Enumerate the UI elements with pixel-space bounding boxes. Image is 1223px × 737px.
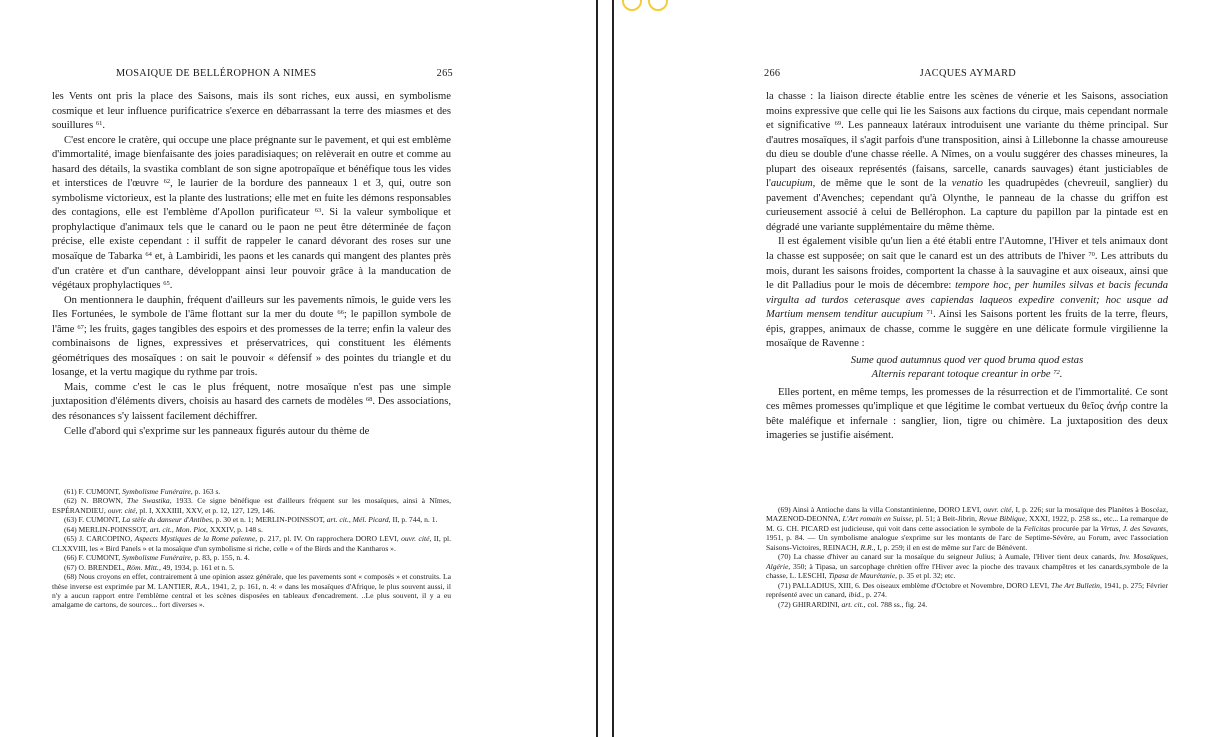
italic-span: La stèle du danseur d'Antibes [122,515,212,525]
paragraph [52,90,451,134]
text-span: et, à Lambiridi, les paons et les canards qui mangent des plantes près d'un cratère et d'un canthare, développant ainsi leur pouvoir grâce à la manducation de végétaux prophylactiques [52,251,452,292]
text-span: . [102,120,106,132]
page-number: 266 [764,68,781,79]
text-span: , 1933. Ce signe bénéfique est d'ailleurs fréquent sur les mosaïques, ainsi à Nîmes, ESPÉRANDIEU, [52,496,451,515]
text-span: . Des associations, des résonances s'y laissent facilement déchiffrer. [52,396,451,423]
italic-span: tempore hoc, per humiles silvas et bacis fecunda virgulta ad turdos ceterasque aves capiendas laqueos expedire convenit; hoc usque ad Martium mensem tenditur aucupium [766,280,1168,321]
footnote-ref: 63 [314,207,322,215]
highlight-circle-icon [648,0,668,11]
text-span: , 49, 1934, p. 161 et n. 5. [158,562,235,572]
text-span: (69) Ainsi à Antioche dans la villa Constantinienne, DORO LEVI, [778,505,984,514]
text-span: . Si la valeur symbolique et prophylactique d'animaux tels que le canard ou le paon ne peut être déterminée de façon précise, elle existe cependant : il suffit de rappeler le canard dévorant des roses sur une mosaïque de Tabarka [52,207,451,263]
italic-span: The Swastika [127,496,170,506]
text-span: , p. 35 et pl. 32; etc. [895,571,956,581]
text-span: (70) La chasse d'hiver au canard sur la mosaïque du seigneur Julius; à Aumale, l'Hiver tient deux canards, [778,552,1120,562]
footnote [766,552,1168,580]
text-span: On mentionnera le dauphin, fréquent d'ailleurs sur les pavements nîmois, le guide vers les Iles Fortunées, le symbole de l'âme flottant sur la mer du doute [52,294,451,321]
italic-span: art. cit., Mél. Picard [326,515,389,525]
italic-span: The Art Bulletin [1051,580,1100,590]
highlight-circle-icon [622,0,642,11]
text-span: , p. 274. [862,590,887,600]
text-span: , 1941, p. 275; Février représenté avec un canard, [766,580,1168,600]
page-header-left [116,68,453,79]
footnote-ref: 68 [365,396,373,404]
text-span: . [169,280,173,292]
footnote [52,563,451,572]
right-page [614,0,1223,737]
left-page [0,0,596,737]
text-span: . Les attributs du mois, durant les saisons froides, comportent la chasse à la sauvagine et aux oiseaux, ainsi que le dit Palladius pour le mois de décembre: [766,251,1168,292]
text-span: , 1941, 2, p. 161, n. 4: « dans les mosaïques d'Afrique, le plus souvent aussi, il n'y a aucun rapport entre l'emblème central et les scènes disposées en tableaux d'encadrement. ..Le plus souvent, il y a eu amalgame de cartons, de sources... fort diverses ». [52,581,451,610]
text-span: , p. 30 et n. 1; MERLIN-POINSSOT, [211,515,327,525]
italic-span: Symbolisme Funéraire [122,553,191,563]
italic-span: Aspects Mystiques de la Rome païenne [134,534,256,544]
text-span: (66) F. CUMONT, [64,553,123,563]
italic-span: L'Art romain en Suisse [842,514,912,524]
footnote-ref: 62 [163,178,171,186]
text-span: ; les fruits, gages tangibles des espoirs et des promesses de la terre; enfin la valeur des combinaisons de lignes, expressives et préservatrices, qui constituent les éléments géométriques des mosaïques : on sait le pouvoir « défensif » des pointes du triangle et du losange, et la vertu magique du rythme par trois. [52,323,451,379]
text-span: (71) PALLADIUS, XIII, 6. Des oiseaux emblème d'Octobre et Novembre, DORO LEVI, [778,580,1052,590]
text-span: (65) J. CARCOPINO, [64,534,135,544]
footnote [52,572,451,610]
italic-span: Virtus, J. des Savants [1100,523,1167,533]
footnote-ref: 70 [1088,251,1095,259]
text-span: , II, p. 744, n. 1. [388,515,438,525]
body-text-right [766,90,1168,444]
footnote [52,515,451,524]
footnote [52,553,451,562]
italic-span: art. cit. [841,599,864,609]
footnotes-right [766,505,1168,609]
page-divider [596,0,598,737]
paragraph [766,235,1168,351]
footnote-ref: 69 [834,120,842,128]
text-span: , pl. 51; à Beit-Jibrin, [911,514,979,524]
footnote-ref: 61 [95,120,103,128]
italic-span: Tipasa de Maurétanie [828,571,896,581]
text-span: Elles portent, en même temps, les promesses de la résurrection et de l'immortalité. Ce sont ces mêmes promesses qu'implique et que légitime le combat vertueux du θεῖος ἀνήρ contre la bête maléfique et infernale : sanglier, lion, tigre ou chimère. La juxtaposition des deux imageries se justifie aisément. [766,386,1168,442]
footnotes-left [52,487,451,610]
italic-span: Inv. Mosaïques, Algérie [766,552,1169,571]
text-span: procurée par la [1050,523,1101,533]
text-span: (64) MERLIN-POINSSOT, [64,524,150,534]
text-span: , p. 83, p. 155, n. 4. [190,553,250,563]
text-span: (67) O. BRENDEL, [64,562,127,572]
footnote-ref: 65 [163,280,170,288]
text-span: , XXXIV, p. 148 s. [206,524,263,534]
footnote [52,496,451,515]
text-span: , pl. I, XXXIIII, XXV, et p. 12, 127, 129, 146. [135,505,276,515]
text-span: (63) F. CUMONT, [64,515,123,525]
italic-span: aucupium, [770,178,816,190]
text-span: ; le papillon symbole de l'âme [52,309,451,335]
text-span: , I, p. 226; sur la mosaïque des Planètes à Boscéaz, MAZENOD-DEONNA, [766,505,1169,524]
verse-line: Sume quod autumnus quod ver quod bruma quod estas [850,354,1084,366]
text-span: , col. 788 ss., fig. 24. [863,599,928,609]
italic-span: ouvr. cité [983,505,1012,514]
text-span: (61) F. CUMONT, [64,487,123,496]
text-span: , 1951, p. 84. — Un symbolisme analogue s'exprime sur les montants de l'arc de Septime-Sévère, au Forum, avec l'association Saisons-Victoires, REINACH, [766,523,1168,552]
italic-span: Revue Biblique [978,514,1026,524]
footnote [766,505,1168,552]
footnote-ref: 66 [337,309,344,317]
italic-span: ouvr. cité [107,505,136,515]
body-text-left [52,90,451,439]
text-span: , XXXI, 1922, p. 258 ss., etc... La remarque de M. G. CH. PICARD est judicieuse, qui voit dans cette association le symbole de la [766,514,1168,533]
text-span: Celle d'abord qui s'exprime sur les panneaux figurés autour du thème de [64,425,370,437]
page-number: 265 [436,68,453,79]
text-span: les quadrupèdes (chevreuil, sanglier) du pavement d'Avenches; cependant qu'à Olynthe, le panneau de la chasse du griffon est curieusement associé à celui de Bellérophon. La capture du papillon par la pintade est en dégradé une variante supplémentaire du même thème. [766,178,1168,233]
text-span: (68) Nous croyons en effet, contrairement à une opinion assez générale, que les pavements sont « composés » et construits. La thèse inverse est exprimée par M. LANTIER, [52,572,451,591]
italic-span: venatio [951,178,983,190]
italic-span: Felicitas [1023,523,1051,533]
footnote-ref: 72 [1053,369,1060,377]
text-span: , p. 217, pl. IV. On rapprochera DORO LEVI, [255,534,402,544]
text-span: (62) N. BROWN, [64,496,128,506]
text-span: , II, pl. CLXXVIII, les « Bird Panels » et la mosaïque d'un symbolisme si riche, celle « of the Birds and the Kantharos ». [52,534,452,553]
italic-span: art. cit., Mon. Piot [149,524,207,534]
text-span: , p. 163 s. [190,487,221,496]
text-span: Mais, comme c'est le cas le plus fréquent, notre mosaïque n'est pas une simple juxtaposition d'éléments divers, choisis au hasard des carnets de modèles [52,381,451,408]
text-span: . Ainsi les Saisons portent les fruits de la terre, fleurs, épis, grappes, animaux de chasse, comme le suggère en une délicate formule virgilienne la mosaïque de Ravenne : [766,309,1168,350]
text-span: , le laurier de la bordure des panneaux 1 et 3, qui, outre son symbolisme victorieux, est la plante des lustrations; elle met en fuite les démons responsables des contagions, elle est l'emblème d'Apollon purificateur [52,178,451,219]
footnote [52,534,451,553]
paragraph [52,294,451,381]
footnote-ref: 67 [77,323,84,331]
verse-line: Alternis reparant totoque creantur in orbe [871,369,1051,381]
text-span: (72) GHIRARDINI, [778,599,842,609]
footnote [52,487,451,496]
italic-span: ouvr. cité [401,534,430,544]
italic-span: Röm. Mitt. [126,562,159,572]
footnote [766,581,1168,600]
italic-span: R.A. [194,581,208,591]
italic-span: R.R. [860,542,874,552]
verse-quote: Sume quod autumnus quod ver quod bruma quod estas Alternis reparant totoque creantur in orbe $^{72}$. [766,354,1168,383]
page-header-right [764,68,1016,79]
paragraph [766,90,1168,235]
text-span: . Les panneaux latéraux introduisent une variante du thème principal. Sur d'autres mosaïques, il s'agit parfois d'une transposition, ainsi à Lillebonne la chasse amoureuse du dieu se double d'une chasse réelle. A Nîmes, on a voulu suggérer des chasses mineures, la plupart des oiseaux représentés (faisans, sarcelle, canards sauvages) étant justiciables de l' [766,120,1168,190]
italic-span: Symbolisme Funéraire [122,487,191,496]
paragraph [766,386,1168,444]
footnote-ref: 71 [926,309,934,317]
italic-span: ibid. [848,590,863,600]
text-span: de même que le sont de la [815,178,952,190]
paragraph [52,134,451,294]
footnote [52,525,451,534]
text-span: , 350; à Tipasa, un sarcophage chrétien offre l'Hiver avec la pioche des travaux champêtres et les canards,symbole de la chasse, L. LESCHI, [766,561,1168,581]
text-span: les Vents ont pris la place des Saisons, mais ils sont riches, eux aussi, en symbolisme cosmique et leur influence purificatrice s'exerce en débarrassant la terre des miasmes et des souillures [52,91,451,132]
paragraph [52,425,451,440]
running-author: JACQUES AYMARD [919,68,1016,79]
text-span: C'est encore le cratère, qui occupe une place prégnante sur le pavement, et qui est emblème d'immortalité, image bienfaisante des joies paradisiaques; on relèverait en outre et comme au hasard des détails, la svastika comblant de son signe apotropaïque et bénéfique tous les vides et interstices de l'œuvre [52,134,451,190]
running-title: MOSAIQUE DE BELLÉROPHON A NIMES [116,68,317,79]
text-span: la chasse : la liaison directe établie entre les scènes de vénerie et les Saisons, association moins expressive que celle qui lie les Saisons aux factions du cirque, mais cependant normale et significative [766,91,1168,132]
text-span: Il est également visible qu'un lien a été établi entre l'Automne, l'Hiver et tels animaux dont la chasse est supposée; on sait que le canard est un des attributs de l'hiver [766,236,1168,263]
paragraph [52,381,451,425]
text-span: , I, p. 259; il en est de même sur l'arc de Bénévent. [873,542,1028,552]
footnote [766,600,1168,609]
footnote-ref: 64 [145,251,152,259]
